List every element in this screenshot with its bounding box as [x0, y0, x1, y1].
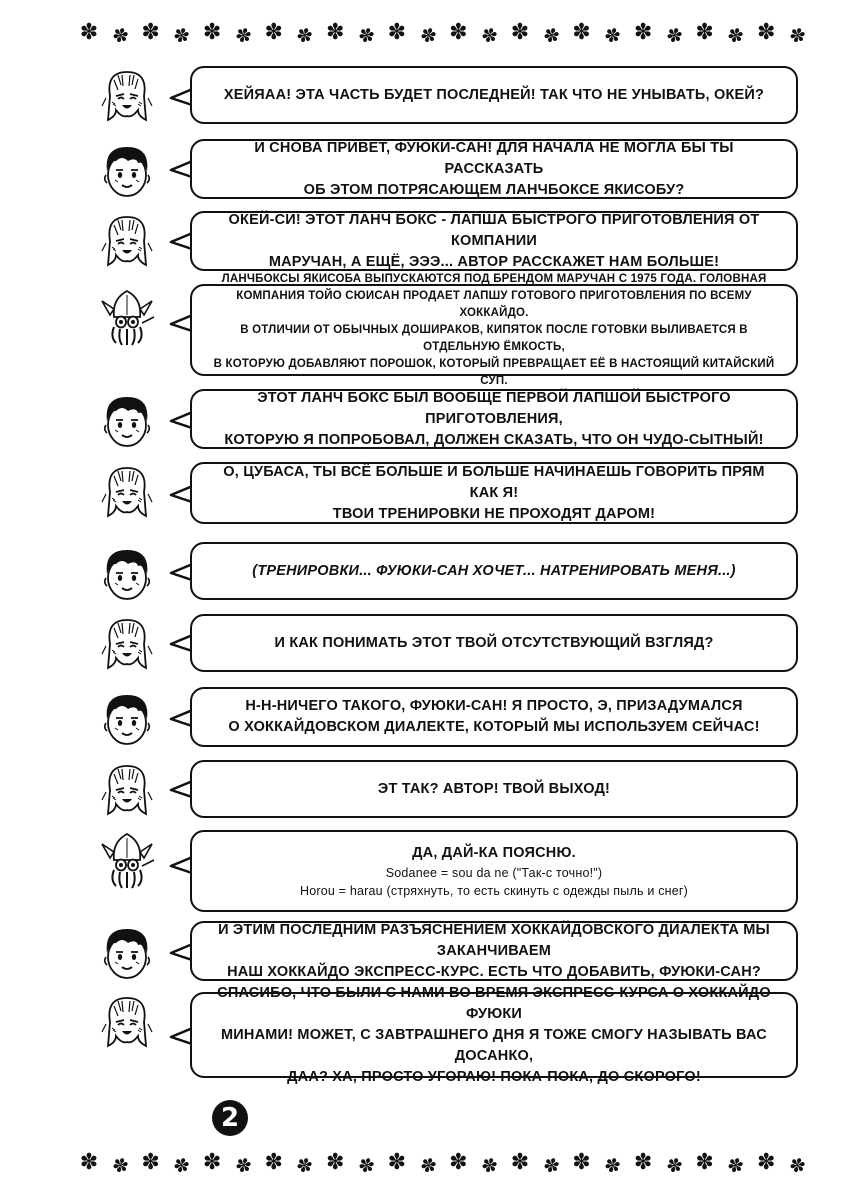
dialogue-line: ЛАНЧБОКСЫ ЯКИСОБА ВЫПУСКАЮТСЯ ПОД БРЕНДОМ МАРУЧАН С 1975 ГОДА. ГОЛОВНАЯ	[221, 272, 767, 285]
flower-icon: ✽	[756, 1149, 776, 1174]
avatar-author	[98, 287, 156, 349]
flower-icon: ✽	[355, 24, 377, 49]
flower-icon: ✽	[663, 1154, 685, 1179]
flower-icon: ✽	[601, 1154, 624, 1179]
flower-icon: ✽	[724, 24, 747, 49]
avatar-fuyuki	[98, 760, 156, 822]
flower-icon: ✽	[232, 24, 254, 49]
dialogue-line: Horou = harau (стряхнуть, то есть скинуть с одежды пыль и снег)	[299, 883, 689, 898]
flower-icon: ✽	[786, 1154, 808, 1179]
dialogue-line: ДАА? ХА, ПРОСТО УГОРАЮ! ПОКА-ПОКА, ДО СКОРОГО!	[287, 1068, 701, 1085]
dialogue-line: ТВОИ ТРЕНИРОВКИ НЕ ПРОХОДЯТ ДАРОМ!	[332, 505, 656, 522]
flower-icon: ✽	[109, 24, 131, 49]
flower-icon: ✽	[601, 24, 624, 49]
flower-icon: ✽	[663, 24, 685, 49]
dialogue-line: О, ЦУБАСА, ТЫ ВСЁ БОЛЬШЕ И БОЛЬШЕ НАЧИНАЕШЬ ГОВОРИТЬ ПРЯМ КАК Я!	[223, 463, 765, 501]
dialogue-line: СПАСИБО, ЧТО БЫЛИ С НАМИ ВО ВРЕМЯ ЭКСПРЕСС-КУРСА О ХОККАЙДО ФУЮКИ	[217, 984, 771, 1022]
speech-bubble	[190, 139, 798, 199]
flower-icon: ✽	[786, 24, 808, 49]
dialogue-line: КОТОРУЮ Я ПОПРОБОВАЛ, ДОЛЖЕН СКАЗАТЬ, ЧТО ОН ЧУДО-СЫТНЫЙ!	[224, 431, 764, 448]
dialogue-line: МИНАМИ! МОЖЕТ, С ЗАВТРАШНЕГО ДНЯ Я ТОЖЕ СМОГУ НАЗЫВАТЬ ВАС ДОСАНКО,	[221, 1026, 767, 1064]
flower-icon: ✽	[540, 1154, 562, 1179]
speech-bubble	[190, 542, 798, 600]
dialogue-line: (ТРЕНИРОВКИ... ФУЮКИ-САН ХОЧЕТ... НАТРЕНИРОВАТЬ МЕНЯ...)	[252, 562, 736, 579]
speech-bubble	[190, 272, 798, 387]
avatar-fuyuki	[98, 992, 156, 1054]
flower-icon: ✽	[79, 1149, 99, 1174]
flower-icon: ✽	[141, 1149, 160, 1174]
flower-icon: ✽	[633, 1149, 653, 1174]
flower-icon: ✽	[326, 19, 345, 44]
avatar-fuyuki	[98, 66, 156, 128]
flower-icon: ✽	[572, 1149, 591, 1174]
avatar-tsubasa	[98, 921, 156, 983]
flower-icon: ✽	[264, 19, 283, 44]
speech-bubble	[190, 760, 798, 818]
dialogue-line: О ХОККАЙДОВСКОМ ДИАЛЕКТЕ, КОТОРЫЙ МЫ ИСПОЛЬЗУЕМ СЕЙЧАС!	[228, 719, 760, 735]
avatar-tsubasa	[98, 542, 156, 604]
dialogue-line: КОМПАНИЯ ТОЙО СЮИСАН ПРОДАЕТ ЛАПШУ ГОТОВОГО ПРИГОТОВЛЕНИЯ ПО ВСЕМУ ХОККАЙДО.	[236, 289, 752, 319]
avatar-fuyuki	[98, 614, 156, 676]
flower-icon: ✽	[540, 24, 562, 49]
flower-icon: ✽	[633, 19, 653, 44]
dialogue-line: Н-Н-НИЧЕГО ТАКОГО, ФУЮКИ-САН! Я ПРОСТО, Э, ПРИЗАДУМАЛСЯ	[245, 698, 743, 714]
avatar-fuyuki	[98, 462, 156, 524]
flower-icon: ✽	[264, 1149, 283, 1174]
flower-icon: ✽	[510, 19, 530, 44]
flower-icon: ✽	[232, 1154, 254, 1179]
flower-border-bottom	[78, 1148, 808, 1179]
flower-icon: ✽	[478, 1154, 501, 1179]
dialogue-line: НАШ ХОККАЙДО ЭКСПРЕСС-КУРС. ЕСТЬ ЧТО ДОБАВИТЬ, ФУЮКИ-САН?	[227, 963, 761, 980]
flower-icon: ✽	[478, 24, 501, 49]
dialogue-line: ОКЕЙ-СИ! ЭТОТ ЛАНЧ БОКС - ЛАПША БЫСТРОГО ПРИГОТОВЛЕНИЯ ОТ КОМПАНИИ	[228, 211, 760, 249]
flower-icon: ✽	[416, 24, 439, 49]
avatar-tsubasa	[98, 139, 156, 201]
flower-icon: ✽	[695, 1149, 714, 1174]
dialogue-line: ЭТ ТАК? АВТОР! ТВОЙ ВЫХОД!	[377, 780, 611, 797]
flower-border-top	[78, 18, 808, 49]
flower-icon: ✽	[724, 1154, 747, 1179]
flower-icon: ✽	[387, 1149, 407, 1174]
avatar-author	[98, 830, 156, 892]
speech-bubble	[190, 687, 798, 747]
dialogue-line: МАРУЧАН, А ЕЩЁ, ЭЭЭ... АВТОР РАССКАЖЕТ НАМ БОЛЬШЕ!	[268, 253, 720, 270]
flower-icon: ✽	[141, 19, 160, 44]
flower-icon: ✽	[293, 1154, 316, 1179]
page-number: 2	[212, 1100, 248, 1136]
speech-bubble	[190, 66, 798, 124]
dialogue-line: ОБ ЭТОМ ПОТРЯСАЮЩЕМ ЛАНЧБОКСЕ ЯКИСОБУ?	[303, 181, 685, 198]
flower-icon: ✽	[355, 1154, 377, 1179]
flower-icon: ✽	[387, 19, 407, 44]
flower-icon: ✽	[449, 19, 468, 44]
flower-icon: ✽	[109, 1154, 131, 1179]
flower-icon: ✽	[170, 1154, 193, 1179]
flower-icon: ✽	[449, 1149, 468, 1174]
speech-bubble	[190, 984, 798, 1085]
speech-bubble	[190, 462, 798, 524]
flower-icon: ✽	[326, 1149, 345, 1174]
dialogue-line: Sodanee = sou da ne ("Так-с точно!")	[385, 865, 603, 880]
flower-icon: ✽	[170, 24, 193, 49]
dialogue-line: ЭТОТ ЛАНЧ БОКС БЫЛ ВООБЩЕ ПЕРВОЙ ЛАПШОЙ БЫСТРОГО ПРИГОТОВЛЕНИЯ,	[257, 389, 731, 427]
avatar-fuyuki	[98, 211, 156, 273]
avatar-tsubasa	[98, 687, 156, 749]
dialogue-line: В ОТЛИЧИИ ОТ ОБЫЧНЫХ ДОШИРАКОВ, КИПЯТОК ПОСЛЕ ГОТОВКИ ВЫЛИВАЕТСЯ В ОТДЕЛЬНУЮ ЁМКОСТЬ,	[240, 323, 748, 353]
speech-bubble	[190, 389, 798, 449]
flower-icon: ✽	[79, 19, 99, 44]
flower-icon: ✽	[756, 19, 776, 44]
flower-icon: ✽	[202, 19, 222, 44]
flower-icon: ✽	[572, 19, 591, 44]
dialogue-line: И КАК ПОНИМАТЬ ЭТОТ ТВОЙ ОТСУТСТВУЮЩИЙ ВЗГЛЯД?	[274, 634, 714, 651]
flower-icon: ✽	[416, 1154, 439, 1179]
flower-icon: ✽	[510, 1149, 530, 1174]
speech-bubble	[190, 921, 798, 981]
flower-icon: ✽	[695, 19, 714, 44]
flower-icon: ✽	[202, 1149, 222, 1174]
dialogue-line: И ЭТИМ ПОСЛЕДНИМ РАЗЪЯСНЕНИЕМ ХОККАЙДОВСКОГО ДИАЛЕКТА МЫ ЗАКАНЧИВАЕМ	[218, 921, 770, 959]
speech-bubble	[190, 830, 798, 912]
dialogue-line: ХЕЙЯАА! ЭТА ЧАСТЬ БУДЕТ ПОСЛЕДНЕЙ! ТАК ЧТО НЕ УНЫВАТЬ, ОКЕЙ?	[223, 86, 765, 103]
speech-bubble	[190, 614, 798, 672]
dialogue-line: ДА, ДАЙ-КА ПОЯСНЮ.	[412, 844, 576, 861]
dialogue-line: И СНОВА ПРИВЕТ, ФУЮКИ-САН! ДЛЯ НАЧАЛА НЕ МОГЛА БЫ ТЫ РАССКАЗАТЬ	[254, 139, 734, 177]
speech-bubble	[190, 211, 798, 271]
flower-icon: ✽	[293, 24, 316, 49]
dialogue-line: В КОТОРУЮ ДОБАВЛЯЮТ ПОРОШОК, КОТОРЫЙ ПРЕВРАЩАЕТ ЕЁ В НАСТОЯЩИЙ КИТАЙСКИЙ СУП.	[213, 357, 775, 387]
avatar-tsubasa	[98, 389, 156, 451]
